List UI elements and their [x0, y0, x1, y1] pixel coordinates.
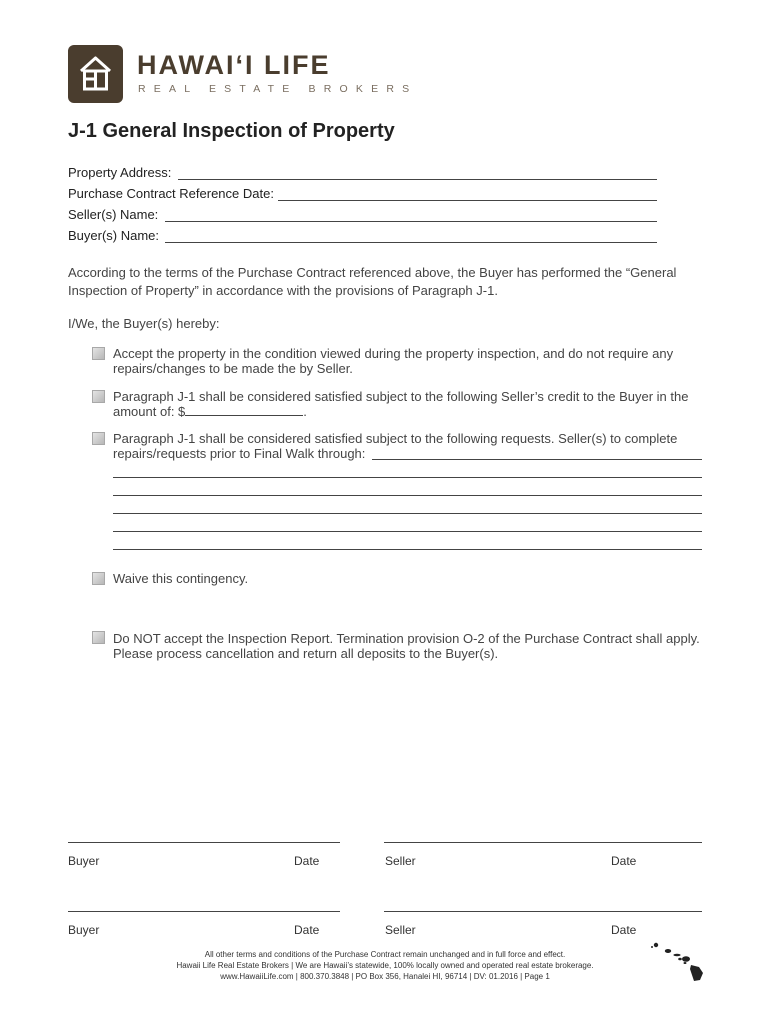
hereby-text: I/We, the Buyer(s) hereby: — [68, 316, 220, 331]
hawaii-islands-icon — [650, 942, 705, 982]
requests-field-line[interactable] — [372, 459, 702, 460]
credit-option-text: Paragraph J-1 shall be considered satisfied subject to the following Seller’s credit to the Buyer in the amount of: $ — [113, 389, 689, 419]
logo-mark — [68, 45, 123, 103]
seller-label: Seller — [385, 923, 416, 937]
footer-company: Hawaii Life Real Estate Brokers | We are Hawaii’s statewide, 100% locally owned and operated real estate brokerage. — [176, 961, 594, 970]
footer-terms: All other terms and conditions of the Purchase Contract remain unchanged and in full force and effect. — [204, 950, 566, 959]
logo-tagline: REAL ESTATE BROKERS — [138, 83, 418, 95]
requests-option-text: Paragraph J-1 shall be considered satisfied subject to the following requests. Seller(s) to complete repairs/requests prior to Final Walk through: — [113, 431, 678, 461]
credit-amount-field[interactable] — [185, 404, 303, 416]
reject-option-text: Do NOT accept the Inspection Report. Termination provision O-2 of the Purchase Contract shall apply. Please process cancellation and return all deposits to the Buyer(s). — [113, 631, 700, 661]
requests-field-line[interactable] — [113, 477, 702, 478]
accept-checkbox[interactable] — [92, 347, 105, 360]
requests-field-line[interactable] — [113, 495, 702, 496]
purchase-contract-date-label: Purchase Contract Reference Date: — [68, 186, 274, 201]
purchase-contract-date-field[interactable] — [278, 200, 657, 201]
seller-signature-line[interactable] — [384, 911, 702, 912]
requests-field-line[interactable] — [113, 549, 702, 550]
reject-checkbox[interactable] — [92, 631, 105, 644]
sellers-name-label: Seller(s) Name: — [68, 207, 159, 222]
waive-checkbox[interactable] — [92, 572, 105, 585]
buyer-date-label: Date — [294, 923, 320, 937]
seller-label: Seller — [385, 854, 416, 868]
requests-checkbox[interactable] — [92, 432, 105, 445]
intro-paragraph: According to the terms of the Purchase Contract referenced above, the Buyer has performed the “General Inspection of Property” in accordance with the provisions of Paragraph J-1. — [68, 265, 677, 298]
credit-option-suffix: . — [303, 404, 307, 419]
buyer-signature-line[interactable] — [68, 842, 340, 843]
footer — [160, 949, 610, 982]
buyer-date-label: Date — [294, 854, 320, 868]
credit-option — [113, 389, 703, 419]
seller-signature-line[interactable] — [384, 842, 702, 843]
buyers-name-field[interactable] — [165, 242, 657, 243]
sellers-name-field[interactable] — [165, 221, 657, 222]
buyer-label: Buyer — [68, 923, 100, 937]
buyer-signature-line[interactable] — [68, 911, 340, 912]
property-address-label: Property Address: — [68, 165, 172, 180]
buyer-label: Buyer — [68, 854, 100, 868]
accept-option-text: Accept the property in the condition viewed during the property inspection, and do not require any repairs/changes to be made the by Seller. — [113, 346, 674, 376]
requests-field-line[interactable] — [113, 531, 702, 532]
requests-field-line[interactable] — [113, 513, 702, 514]
property-address-field[interactable] — [178, 179, 657, 180]
house-icon — [68, 45, 123, 103]
logo-brand-name: HAWAI‘I LIFE — [137, 50, 331, 80]
seller-date-label: Date — [611, 854, 637, 868]
seller-date-label: Date — [611, 923, 637, 937]
page-title: J-1 General Inspection of Property — [68, 120, 395, 142]
credit-checkbox[interactable] — [92, 390, 105, 403]
footer-contact: www.HawaiiLife.com | 800.370.3848 | PO Box 356, Hanalei HI, 96714 | DV: 01.2016 | Page 1 — [220, 972, 550, 981]
buyers-name-label: Buyer(s) Name: — [68, 228, 160, 243]
waive-option-text: Waive this contingency. — [113, 571, 249, 586]
